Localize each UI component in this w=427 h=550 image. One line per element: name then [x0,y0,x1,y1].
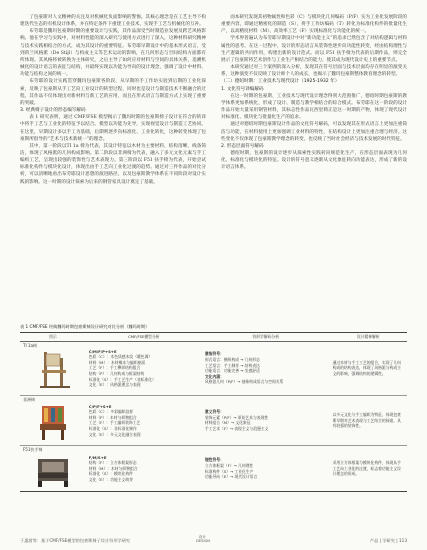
paragraph: 而本研究发现其初物属性和色彩（C）与模块化几何编码（P/F）实为工业化发展阶段的重要内容，即通过精密化的制造（S），将手工作坊编码（T）转化为标准化构件的批量化生产，以高精度材料（M）、高效率工艺（F）实现标准化与功能化的统一。 [221,15,407,35]
subsection-title: 2. 形态层面符号解码 [221,143,264,149]
paragraph: 了包豪斯对人文精神的关注及对机械化负面影响的警惕。其核心理念是在工艺主导下构建迭代生态的有机设计体系，并在特定条件下重建工业技术，实现手工艺与机械化的互补。 [20,15,206,28]
cmf-line: 结构（P）：几何构成与框架结构 [88,370,145,376]
paragraph: 布劳耶是魏玛包豪斯时期的重要设计与实践，其作品深受当时制造业发展及跨艺风格影响。他在学习与实践中，对材料性能的深入研究与使用方式进行了深入，这种材料研究精神与技术实践相结合的方式，成为其设计的重要特征。布劳耶早期设计中的基本形式语言，受到荷兰风格派（De Stijl）与构成主义等艺术运动的影响，在几何形态与空间结构方面都有所体现。其风格将被转换为主体研究，之后主导了如何应对材料与空间的具体关系，追溯机械化的设计语言的表征与结构，并最终实现以功能为导向的设计理念，强调了设计中材料、功能与结构之间的统一。 [20,29,206,78]
cmf-cell [86,445,202,491]
chair-name: TI 1a椅 [23,342,37,348]
footer-citation: 于惠茜等：基于CMF/FSE模型的包豪斯椅子设计符形学研究 [20,538,131,543]
cmf-cell [86,395,202,445]
semiotic-cell [202,341,330,395]
cmf-line: 结构（F）：立方体框架形态 [88,460,137,466]
f51-chair-image [30,453,76,489]
paragraph: 本研究通过对三个案例的深入分析，发现其在符号层面与技术层面均存在明显的演变关系，这种演变不仅反映了设计师个人的成长，也揭示了魏玛包豪斯整体教育理念的转型。 [221,65,407,78]
semiotic-line: 风格派几何（P/F）→ 抽象构成语言与空间关系 [204,379,284,385]
semiotic-cell [202,445,330,491]
cmf-line: 文化（E）：功能主义萌芽 [88,476,133,482]
cmf-line: 工艺（F）：手工榫卯结构组合 [88,365,141,371]
cmf-line: 色彩（C）：木色质感木纹（暖色调） [88,354,153,360]
semiotic-line: 装饰元素（P/F）→ 原始艺术与表现性 [204,414,269,420]
semiotic-line: 标准构件（S）→ 工业化生产 [204,468,254,474]
subsection-title: （二）德绍时期：工业技术与现代设计（1925-1932 年） [221,79,340,85]
cmf-line: 工艺（F）：手工编织装饰工艺 [88,420,141,426]
paragraph: 表 1 研究表明，通过 CMF/FSE 模型揭示了魏玛时期的包豪斯椅子设计在符合的转译中将手工艺与工业化的特征予以结合。模型以功能为先导，实现视觉设计与制造工艺协同。在这里，早期设计多以手工为基础，后期则逐步向标准化、工业化转化，这种转变体现了包豪斯所倡导的“艺术与技术新统一”的理念。 [20,115,206,142]
cmf-line: 材料（P）：木材与织物组合 [88,414,137,420]
table-header: 设计精神解析 [330,333,407,342]
cmf-cell [86,341,202,395]
footer-journal-mark: 设计 DESIGN [196,535,210,543]
semiotic-line: 手工艺术（F）→ 表现主义与浪漫主义 [204,425,269,431]
table-header-row [20,333,407,342]
paragraph: 德绍时期，包豪斯的设计逐步从探索性实践转向规范化生产，在形态层面表现为几何化、标准化与模块化的特征。设计的符号意义逐渐从文化象征转向功能表达，形成了新的设计语言体系。 [221,150,407,171]
semiotic-line: 材料组合（M）→ 文化象征 [204,420,251,426]
table-header: 图示 [20,333,86,342]
right-column [221,14,407,171]
paragraph: 学术界普遍认为布劳耶早期设计中对“新功能主义”的追求已然包含了对结构逻辑与材料属性的思考。在这一过程中，设计的形态语言从装饰性逐步向功能性转变，经由结构理性与生产逻辑的共同作用，构建出新的设计范式。而以 F51 扶手椅为代表的后期作品，则完全展示了包豪斯将艺术创作与工业生产相结合的能力，使其成为现代设计史上的重要节点。 [221,36,407,63]
chair-image-cell [20,445,86,491]
chair-image-cell [20,395,86,445]
semiotic-line: 理性符号： [204,457,224,463]
chair-name: 非洲椅 [23,396,35,402]
semiotic-line: 功能语言：功能完善 → 坐感舒适 [204,368,260,374]
chair-name: F51扶手椅 [23,446,43,452]
chair-image-cell [20,341,86,395]
ti1a-chair-image [30,348,76,392]
cmf-line: C/M/F/P+S+E [88,348,117,354]
table-header: CMF/FSE模型分析 [86,333,202,342]
spirit-cell: 采用立方体框架与模块化构件，体现从手工艺向工业化的过渡，标志着功能主义设计理念的形成。 [330,445,407,491]
paragraph: 其中，第一阶段以TI 1a 椅为代表，其设计特征以木材为主要材料，结构清晰、线条简洁，体现了风格派的几何构成影响。第二阶段以非洲椅为代表，融入了多元文化元素与手工编织工艺，呈现出较强的装饰性与艺术表现力。第三阶段以 F51 扶手椅为代表，开始尝试标准化构件与模块化设计，体现出由手工艺向工业化过渡的趋势。通过对三件作品的对比分析，可以清晰地看出布劳耶设计思想的演进路径，以及包豪斯教学体系在不同阶段对设计实践的影响。这一时期的设计探索为后来的钢管家具设计奠定了基础。 [20,143,206,185]
left-column [20,14,206,186]
semiotic-line: 功能导向（E）→ 现代设计语言 [204,474,258,480]
cmf-line: 色彩（C）：多彩编织纹样 [88,409,134,415]
footer-page-number: 产品 | 学研究 | 113 [369,538,407,543]
paragraph: 布劳耶的设计实践贯穿魏玛包豪斯各阶段，从早期的手工作坊实验到后期的工业化探索，反映了包豪斯从手工艺向工业设计的转型过程，同时也是设计与制造技术不断融合的过程。其作品不仅体现出对新材料与新工艺的应用，而且在形式语言与制造方式上实现了重要的突破。 [20,79,206,106]
cmf-line: 文化（E）：风格派理念与表现 [88,382,141,388]
section-title: 3. 经典椅子设计的形态编写解码 [20,108,86,114]
table-row [20,341,407,395]
cmf-line: 标准化（S）：非标准化制作 [88,425,137,431]
african-chair-image [30,402,76,442]
cmf-line: 标准化（S）：模块化构件 [88,471,133,477]
semiotic-line: 意义符号： [204,409,224,415]
cmf-line: 材料（M）：木材橡木与编织座面 [88,359,146,365]
table-caption: 表 1 CMF/FSE 经典魏玛时期包豪斯椅设计研究对比分析（魏玛时期） [20,324,150,329]
spirit-cell: 通过木材与手工工艺的组合，实现了几何构成的结构表达，体现了风格派与构成主义的影响，强调结构的逻辑性。 [330,341,407,395]
semiotic-line: 形式语言：横纵构成 → 几何形态 [204,357,260,362]
semiotic-line: 意指符号： [204,351,224,357]
semiotic-line: 立方体框架（F）→ 几何理性 [204,462,254,468]
semiotic-line: 工艺语言：手工制作 → 结构表达 [204,362,260,368]
table-header: 符形学解码分析 [202,333,330,342]
cmf-line: F/M/S+E [88,454,107,460]
page [20,14,407,534]
cmf-line: 标准化（S）：手工艺生产（非标准化） [88,376,156,382]
subsection-title: 1. 文化符号译编解码 [221,86,264,92]
cmf-line: 材料（M）：木材与织物组合 [88,465,138,471]
semiotic-line: 文化内涵： [204,373,224,379]
paragraph: 在这一时期的包豪斯，工业技术与现代设计理念得到大范围推广，德绍时期包豪斯的教学体系更加系统化，形成了设计、制造与教学相结合的综合模式。布劳耶在这一阶段的设计作品开始大量采用钢管材料，其标志性作品瓦西里椅正是这一时期的产物，体现了现代设计对标准化、模块化与批量化生产的追求。 [221,93,407,121]
cmf-line: 文化（E）：多元文化融合表现 [88,431,141,437]
paragraph: 通过对德绍时期包豪斯设计作品的文化符号解码，可以发现其在形式语言上更加注重简洁与功能，在材料使用上更加强调工业材料的特性，在结构设计上更加注重合理与经济。这些变化不仅体现了包豪斯教学理念的转变，也反映了当时社会经济与技术发展的时代特征。 [221,122,407,142]
comparison-table [20,332,407,492]
semiotic-cell [202,395,330,445]
table-row [20,395,407,445]
table-row [20,445,407,491]
cmf-line: C/P/F+S+E [88,403,112,409]
spirit-cell: 以多元文化与手工编织为特征，体现包豪斯早期对艺术表现与工艺结合的探索，具有较强的装饰性。 [330,395,407,445]
